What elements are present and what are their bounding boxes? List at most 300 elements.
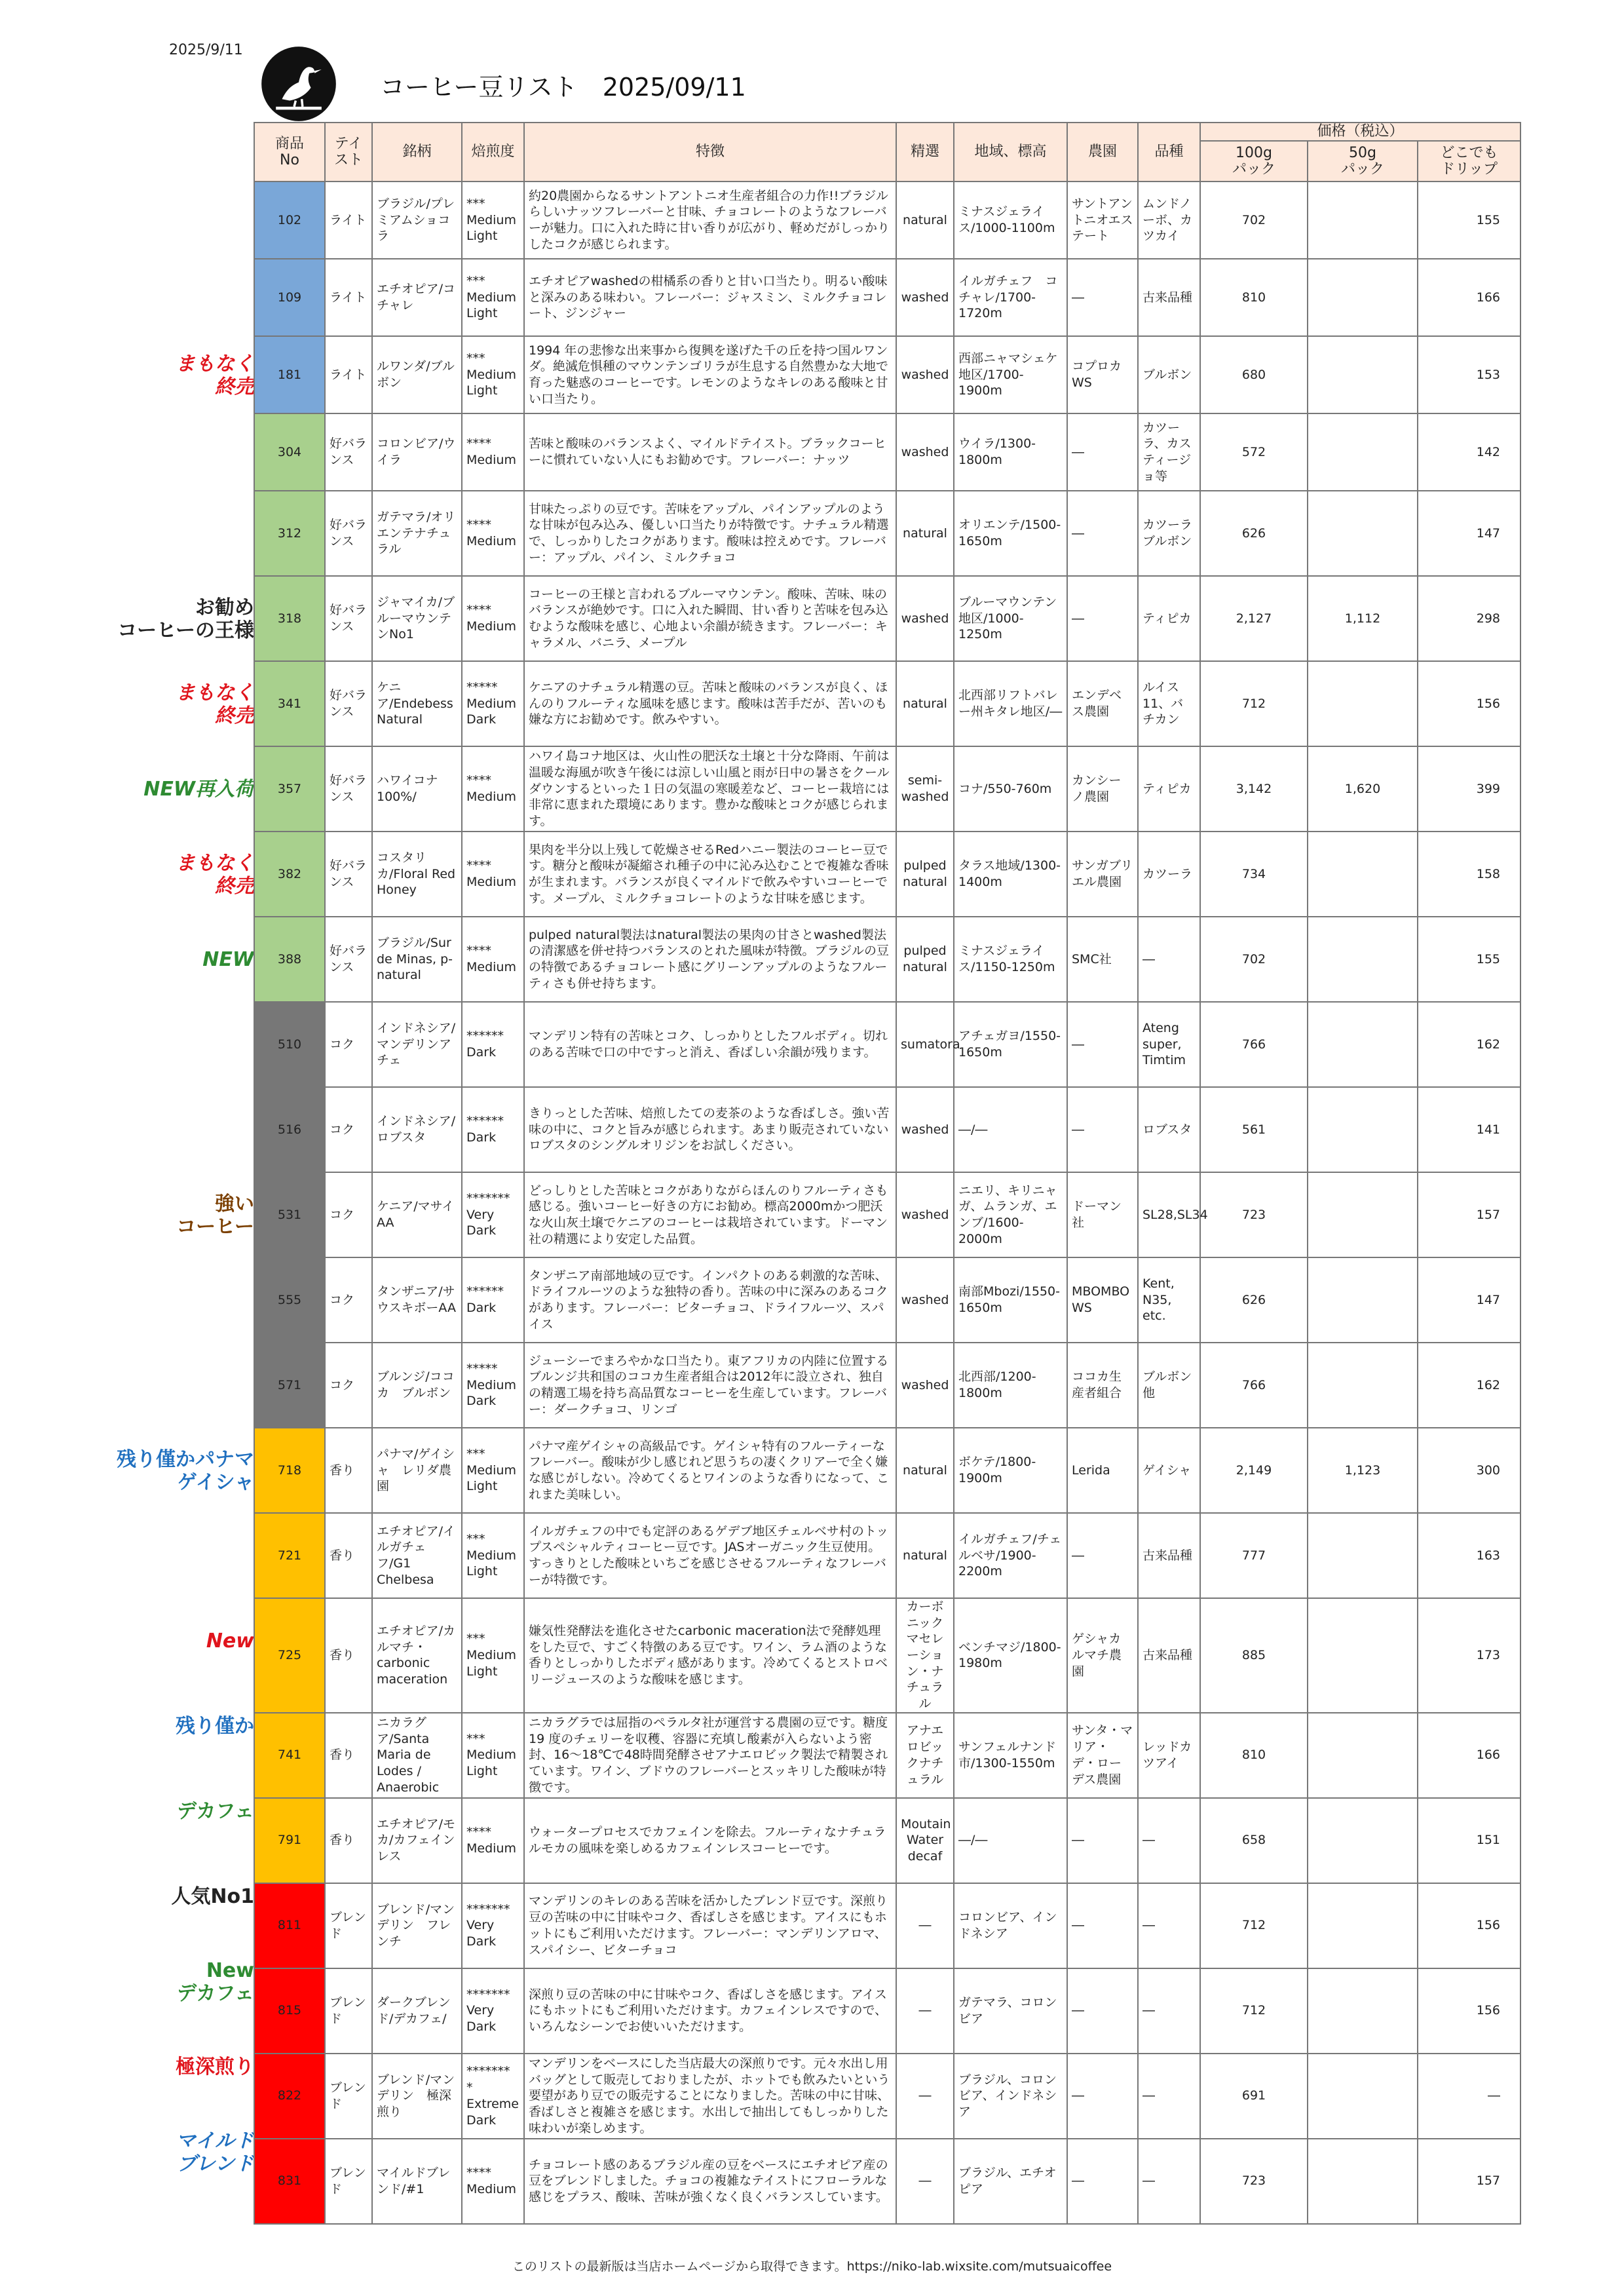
taste-cell: 好バランス [325,917,372,1002]
status-label [98,2130,254,2176]
table-row [254,336,1520,413]
process: アナエロビックナチュラル [896,1713,954,1798]
table-row [254,746,1520,832]
variety: ティピカ [1138,576,1200,661]
product-no: 815 [254,1968,325,2054]
status-label [98,1193,254,1239]
farm: ― [1067,2054,1138,2139]
price-100g: 2,127 [1200,576,1308,661]
description: どっしりとした苦味とコクがありながらほんのりフルーティさも感じる。強いコーヒー好きの方にお勧め。標高2000mかつ肥沃な火山灰土壌でケニアのコーヒーは栽培されています。ドーマン社の精選により安定した品質。 [524,1172,896,1257]
price-100g: 702 [1200,182,1308,259]
seagull-logo-icon [261,46,337,122]
price-drip: 157 [1418,1172,1520,1257]
taste-cell: コク [325,1172,372,1257]
roast-level [462,336,524,413]
table-row [254,182,1520,259]
roast-line: ****** [466,1114,504,1129]
status-label-line: 終売 [215,375,254,398]
variety: Kent, N35, etc. [1138,1257,1200,1343]
table-row [254,1968,1520,2054]
roast-level [462,1713,524,1798]
brand-name: ブレンド/マンデリン 極深煎り [372,2054,462,2139]
roast-line: Dark [466,1045,497,1060]
description: ジューシーでまろやかな口当たり。東アフリカの内陸に位置するブルンジ共和国のココカ生産者組合は2012年に設立され、独自の精選工場を持ち高品質なコーヒーを生産しています。フレーバー：ダークチョコ、リンゴ [524,1343,896,1428]
price-drip: 158 [1418,832,1520,917]
roast-line: *** [466,1531,485,1546]
brand-name: エチオピア/カルマチ・carbonic maceration [372,1598,462,1713]
table-row [254,576,1520,661]
description: 甘味たっぷりの豆です。苦味をアップル、パインアップルのような甘味が包み込み、優しい口当たりが特徴です。ナチュラル精選で、しっかりしたコクがあります。酸味は控えめです。フレーバー：アップル、パイン、ミルクチョコ [524,491,896,576]
status-label [98,2056,254,2078]
roast-line: Light [466,1479,498,1494]
process: natural [896,1513,954,1598]
roast-level [462,576,524,661]
variety: ムンドノーボ、カツカイ [1138,182,1200,259]
roast-line: *** [466,273,485,288]
status-label-line: ゲイシャ [177,1470,254,1494]
product-no: 318 [254,576,325,661]
roast-line: ***** [466,1361,498,1376]
region-altitude: ―/― [954,1798,1067,1883]
product-no: 388 [254,917,325,1002]
price-100g: 810 [1200,259,1308,336]
status-label [98,1448,254,1495]
roast-line: Dark [466,1394,497,1409]
process: semi-washed [896,746,954,832]
region-altitude: イルガチェフ コチャレ/1700-1720m [954,259,1067,336]
roast-line: Medium [466,619,516,634]
product-no: 531 [254,1172,325,1257]
roast-line: Light [466,306,498,321]
brand-name: ブラジル/プレミアムショコラ [372,182,462,259]
taste-cell: 香り [325,1798,372,1883]
brand-name: インドネシア/マンデリンアチェ [372,1002,462,1087]
status-label [98,1630,254,1653]
process: washed [896,336,954,413]
status-label-line: 強い [215,1192,254,1215]
roast-line: Medium [466,534,516,548]
process: washed [896,1172,954,1257]
price-100g: 702 [1200,917,1308,1002]
roast-line: Dark [466,2113,497,2128]
price-50g [1308,259,1418,336]
status-label-line: デカフェ [177,1800,254,1824]
variety: カツーラブルボン [1138,491,1200,576]
process: pulped natural [896,832,954,917]
price-drip: 162 [1418,1343,1520,1428]
roast-line: ****** [466,1284,504,1299]
price-100g: 766 [1200,1343,1308,1428]
price-drip: ― [1418,2054,1520,2139]
price-100g: 810 [1200,1713,1308,1798]
farm: ― [1067,413,1138,491]
roast-level [462,182,524,259]
status-label-line: ブレンド [176,2152,254,2175]
product-no: 382 [254,832,325,917]
process: natural [896,661,954,746]
table-row [254,1598,1520,1713]
brand-name: コロンビア/ウイラ [372,413,462,491]
status-label [98,948,254,971]
roast-line: Dark [466,1301,497,1315]
price-50g: 1,123 [1308,1428,1418,1513]
roast-line: *** [466,1731,485,1746]
variety: レッドカツアイ [1138,1713,1200,1798]
price-100g: 691 [1200,2054,1308,2139]
region-altitude: ニエリ、キリニャガ、ムランガ、エンブ/1600-2000m [954,1172,1067,1257]
region-altitude: ボケテ/1800-1900m [954,1428,1067,1513]
price-drip: 166 [1418,259,1520,336]
status-label [98,778,254,801]
price-50g [1308,1087,1418,1172]
taste-cell: ブレンド [325,1883,372,1968]
status-label [98,1800,254,1823]
product-no: 791 [254,1798,325,1883]
brand-name: ニカラグア/Santa Maria de Lodes / Anaerobic [372,1713,462,1798]
header-roast: 焙煎度 [462,123,524,182]
farm: ― [1067,576,1138,661]
roast-level [462,1002,524,1087]
table-row [254,832,1520,917]
header-desc: 特徴 [524,123,896,182]
taste-cell: 香り [325,1428,372,1513]
variety: SL28,SL34 [1138,1172,1200,1257]
farm: ― [1067,2139,1138,2224]
roast-line: Medium [466,290,516,305]
roast-line: ******* [466,1902,510,1917]
roast-line: **** [466,603,491,618]
taste-cell: 香り [325,1513,372,1598]
brand-name: マイルドブレンド/#1 [372,2139,462,2224]
price-100g: 734 [1200,832,1308,917]
region-altitude: イルガチェフ/チェルベサ/1900-2200m [954,1513,1067,1598]
roast-line: ****** [466,1029,504,1044]
table-row [254,1002,1520,1087]
table-row [254,2054,1520,2139]
brand-name: ハワイコナ100%/ [372,746,462,832]
taste-cell: ブレンド [325,1968,372,2054]
price-100g: 658 [1200,1798,1308,1883]
brand-name: ブルンジ/ココカ ブルボン [372,1343,462,1428]
roast-line: **** [466,944,491,959]
status-label-line: デカフェ [177,1981,254,2005]
price-50g [1308,1002,1418,1087]
description: ハワイ島コナ地区は、火山性の肥沃な土壌と十分な降雨、午前は温暖な海風が吹き午後には涼しい山風と雨が日中の暑さをクールダウンするといった１日の気温の寒暖差など、コーヒー栽培には非常に恵まれた環境にあります。豊かな酸味とコクが感じられます。 [524,746,896,832]
product-no: 109 [254,259,325,336]
roast-line: Medium [466,1841,516,1856]
price-50g [1308,1172,1418,1257]
price-100g: 723 [1200,1172,1308,1257]
roast-line: Dark [466,1223,497,1238]
roast-line: **** [466,2166,491,2181]
description: pulped natural製法はnatural製法の果肉の甘さとwashed製法の清潔感を併せ持つバランスのとれた風味が特徴。ブラジルの豆の特徴であるチョコレート感にグリーンアップルのようなフルーティさも併せ持ちます。 [524,917,896,1002]
variety: ― [1138,2054,1200,2139]
variety: カツーラ、カスティージョ等 [1138,413,1200,491]
roast-level [462,413,524,491]
taste-cell: 香り [325,1713,372,1798]
price-50g [1308,182,1418,259]
price-50g [1308,1598,1418,1713]
region-altitude: ミナスジェライス/1000-1100m [954,182,1067,259]
price-100g: 712 [1200,661,1308,746]
roast-level [462,917,524,1002]
farm: サントアントニオエステート [1067,182,1138,259]
description: ケニアのナチュラル精選の豆。苦味と酸味のバランスが良く、ほんのりフルーティな風味を感じます。酸味は苦手だが、苦いのも嫌な方にお勧めです。飲みやすい。 [524,661,896,746]
table-row [254,1513,1520,1598]
region-altitude: 北西部リフトバレー州キタレ地区/― [954,661,1067,746]
status-label-line: まもなく [176,851,254,875]
price-100g: 626 [1200,1257,1308,1343]
price-50g [1308,832,1418,917]
farm: ― [1067,1798,1138,1883]
roast-line: Dark [466,2019,497,2035]
roast-level [462,1428,524,1513]
product-no: 822 [254,2054,325,2139]
process: washed [896,1257,954,1343]
price-50g [1308,917,1418,1002]
product-no: 721 [254,1513,325,1598]
price-100g: 680 [1200,336,1308,413]
taste-cell: 好バランス [325,576,372,661]
roast-line: Very [466,2003,495,2018]
price-50g [1308,1257,1418,1343]
roast-level [462,661,524,746]
process: カーボニックマセレーション・ナチュラル [896,1598,954,1713]
status-label-line: 終売 [215,704,254,727]
farm: コプロカWS [1067,336,1138,413]
status-label-line: コーヒーの王様 [117,619,254,642]
header-p50: 50g パック [1308,141,1418,182]
price-100g: 723 [1200,2139,1308,2224]
region-altitude: 西部ニャマシェケ地区/1700-1900m [954,336,1067,413]
farm: MBOMBO WS [1067,1257,1138,1343]
region-altitude: サンフェルナンド市/1300-1550m [954,1713,1067,1798]
table-row [254,661,1520,746]
table-row [254,259,1520,336]
price-100g: 777 [1200,1513,1308,1598]
roast-line: **** [466,518,491,533]
product-no: 831 [254,2139,325,2224]
roast-line: Medium [466,453,516,467]
price-50g [1308,2054,1418,2139]
table-row [254,413,1520,491]
table-row [254,1172,1520,1257]
description: マンデリン特有の苦味とコク、しっかりとしたフルボディ。切れのある苦味で口の中ですっと消え、香ばしい余韻が残ります。 [524,1002,896,1087]
price-drip: 298 [1418,576,1520,661]
process: washed [896,1087,954,1172]
process: ― [896,1883,954,1968]
process: ― [896,2054,954,2139]
price-50g [1308,491,1418,576]
roast-line: Dark [466,1130,497,1145]
roast-level [462,1798,524,1883]
roast-line: Light [466,1564,498,1579]
region-altitude: ベンチマジ/1800-1980m [954,1598,1067,1713]
variety: Ateng super, Timtim [1138,1002,1200,1087]
variety: 古来品種 [1138,259,1200,336]
price-50g [1308,1798,1418,1883]
region-altitude: コナ/550-760m [954,746,1067,832]
process: ― [896,1968,954,2054]
header-process: 精選 [896,123,954,182]
price-drip: 166 [1418,1713,1520,1798]
variety: ブルボン他 [1138,1343,1200,1428]
product-no: 571 [254,1343,325,1428]
header-price-group: 価格（税込） [1200,123,1520,141]
taste-cell: ライト [325,259,372,336]
page-date: 2025/9/11 [169,42,243,58]
farm: ― [1067,1087,1138,1172]
table-row [254,1343,1520,1428]
footer-note: このリストの最新版は当店ホームページから取得できます。https://niko-lab.wixsite.com/mutsuaicoffee [512,2259,1112,2274]
process: natural [896,182,954,259]
description: 果肉を半分以上残して乾燥させるRedハニー製法のコーヒー豆です。糖分と酸味が凝縮され種子の中に沁み込むことで複雑な香味が生まれます。バランスが良くマイルドで飲みやすいコーヒーです。メープル、ミルクチョコレートのような甘味を感じます。 [524,832,896,917]
status-label-line: 残り僅か [176,1715,254,1738]
farm: ― [1067,259,1138,336]
taste-cell: 好バランス [325,746,372,832]
description: エチオピアwashedの柑橘系の香りと甘い口当たり。明るい酸味と深みのある味わい。フレーバー：ジャスミン、ミルクチョコレート、ジンジャー [524,259,896,336]
roast-level [462,1883,524,1968]
brand-name: インドネシア/ロブスタ [372,1087,462,1172]
roast-line: Medium [466,1377,516,1392]
brand-name: ケニア/マサイAA [372,1172,462,1257]
roast-line: *** [466,196,485,211]
brand-name: ジャマイカ/ブルーマウンテンNo1 [372,576,462,661]
region-altitude: ブルーマウンテン地区/1000-1250m [954,576,1067,661]
roast-line: Extreme [466,2096,519,2111]
status-label [98,596,254,643]
process: washed [896,576,954,661]
price-drip: 141 [1418,1087,1520,1172]
description: コーヒーの王様と言われるブルーマウンテン。酸味、苦味、味のバランスが絶妙です。口に入れた瞬間、甘い香りと苦味を包み込むような酸味を感じ、心地よい余韻が続きます。フレーバー：キャラメル、バニラ、メープル [524,576,896,661]
brand-name: タンザニア/サウスキボーAA [372,1257,462,1343]
brand-name: ケニア/Endebess Natural [372,661,462,746]
price-drip: 399 [1418,746,1520,832]
price-drip: 173 [1418,1598,1520,1713]
process: natural [896,491,954,576]
status-label-line: まもなく [176,681,254,704]
roast-line: Medium [466,696,516,711]
roast-level [462,2054,524,2139]
brand-name: エチオピア/モカ/カフェインレス [372,1798,462,1883]
process: Moutain Water decaf [896,1798,954,1883]
roast-line: Medium [466,960,516,974]
roast-line: Dark [466,1934,497,1949]
region-altitude: アチェガヨ/1550-1650m [954,1002,1067,1087]
farm: ドーマン社 [1067,1172,1138,1257]
product-no: 725 [254,1598,325,1713]
roast-level [462,2139,524,2224]
variety: ― [1138,1883,1200,1968]
description: チョコレート感のあるブラジル産の豆をベースにエチオピア産の豆をブレンドしました。チョコの複雑なテイストにフローラルな感じをプラス、酸味、苦味が強くなく良くバランスしています。 [524,2139,896,2224]
roast-line: Medium [466,367,516,382]
brand-name: エチオピア/コチャレ [372,259,462,336]
variety: ルイス11、バチカン [1138,661,1200,746]
roast-line: Medium [466,1748,516,1763]
price-drip: 155 [1418,182,1520,259]
table-row [254,1883,1520,1968]
price-50g [1308,336,1418,413]
roast-level [462,1087,524,1172]
variety: ― [1138,2139,1200,2224]
roast-line: Medium [466,875,516,889]
status-label-line: まもなく [176,352,254,375]
variety: 古来品種 [1138,1598,1200,1713]
table-row [254,1713,1520,1798]
price-100g: 572 [1200,413,1308,491]
roast-line: Medium [466,790,516,804]
roast-line: Light [466,229,498,244]
description: 深煎り豆の苦味の中に甘味やコク、香ばしさを感じます。アイスにもホットにもご利用いただけます。カフェインレスですので、いろんなシーンでお使いいただけます。 [524,1968,896,2054]
region-altitude: ―/― [954,1087,1067,1172]
description: 1994 年の悲惨な出来事から復興を遂げた千の丘を持つ国ルワンダ。絶滅危惧種のマウンテンゴリラが生息する自然豊かな大地で育った魅惑のコーヒーです。レモンのようなキレのある酸味と甘い口当たり。 [524,336,896,413]
farm: サンタ・マリア・デ・ローデス農園 [1067,1713,1138,1798]
farm: カンシーノ農園 [1067,746,1138,832]
farm: Lerida [1067,1428,1138,1513]
price-drip: 156 [1418,1968,1520,2054]
product-no: 181 [254,336,325,413]
status-label [98,852,254,898]
status-label-line: 極深煎り [176,2056,254,2079]
roast-level [462,832,524,917]
price-drip: 147 [1418,1257,1520,1343]
price-drip: 142 [1418,413,1520,491]
product-no: 304 [254,413,325,491]
description: パナマ産ゲイシャの高級品です。ゲイシャ特有のフルーティーなフレーバー。酸味が少し感じれど思うちの凄くクリアーで全く嫌な感じがしない。冷めてくるとワインのような香りになって、これまた美味しい。 [524,1428,896,1513]
roast-line: ***** [466,679,498,695]
product-no: 555 [254,1257,325,1343]
roast-level [462,1598,524,1713]
roast-line: Medium [466,212,516,227]
price-50g [1308,413,1418,491]
taste-cell: 好バランス [325,832,372,917]
status-label [98,681,254,728]
product-no: 741 [254,1713,325,1798]
page-title: コーヒー豆リスト 2025/09/11 [380,73,746,102]
region-altitude: コロンビア、インドネシア [954,1883,1067,1968]
process: ― [896,2139,954,2224]
taste-cell: ブレンド [325,2054,372,2139]
table-row [254,491,1520,576]
process: washed [896,1343,954,1428]
roast-level [462,1172,524,1257]
description: ニカラグラでは屈指のペラルタ社が運営する農園の豆です。糖度 19 度のチェリーを収穫、容器に充填し酸素が入らないよう密封、16～18℃で48時間発酵させアナエロビック製法で精製されています。ワイン、ブドウのフレーバーとスッキリした酸味が特徴です。 [524,1713,896,1798]
price-50g [1308,1343,1418,1428]
status-label-line: New [206,1959,254,1982]
roast-level [462,746,524,832]
roast-line: *** [466,351,485,366]
region-altitude: ブラジル、コロンビア、インドネシア [954,2054,1067,2139]
roast-line: Medium [466,2181,516,2196]
variety: ゲイシャ [1138,1428,1200,1513]
roast-line: Very [466,1918,495,1933]
price-drip: 157 [1418,2139,1520,2224]
variety: ブルボン [1138,336,1200,413]
price-100g: 712 [1200,1883,1308,1968]
status-label-line: NEW再入荷 [143,778,254,801]
table-row [254,2139,1520,2224]
taste-cell: ブレンド [325,2139,372,2224]
roast-line: **** [466,1825,491,1840]
variety: ティピカ [1138,746,1200,832]
product-no: 341 [254,661,325,746]
brand-name: パナマ/ゲイシャ レリダ農園 [372,1428,462,1513]
region-altitude: ミナスジェライス/1150-1250m [954,917,1067,1002]
description: きりっとした苦味、焙煎したての麦茶のような香ばしさ。強い苦味の中に、コクと旨みが感じられます。あまり販売されていないロブスタのシングルオリジンをお試しください。 [524,1087,896,1172]
brand-name: ダークブレンド/デカフェ/ [372,1968,462,2054]
roast-line: **** [466,858,491,873]
farm: ココカ生産者組合 [1067,1343,1138,1428]
